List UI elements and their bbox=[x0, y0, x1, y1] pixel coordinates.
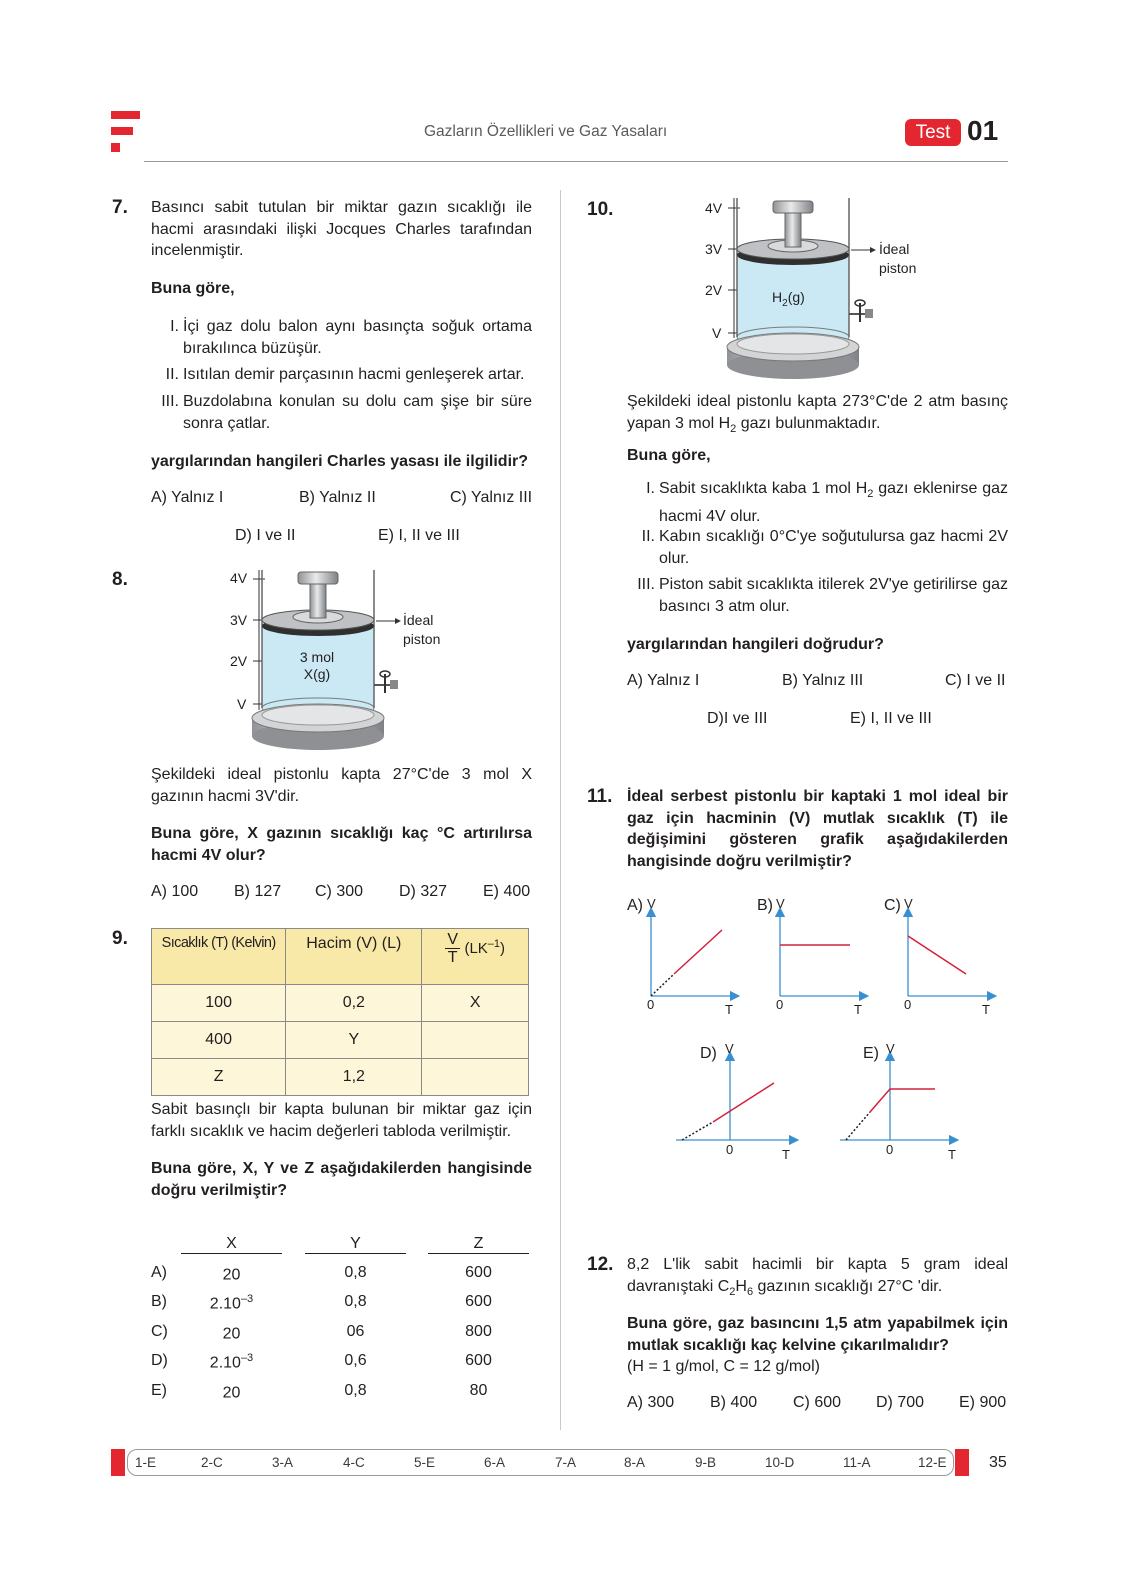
option-x: $2.10^{-3}$ bbox=[209, 1293, 254, 1313]
gas-label bbox=[287, 649, 347, 683]
gas-amount: 3 mol bbox=[299, 649, 335, 665]
question-8-option-a[interactable]: A) 100 bbox=[151, 883, 199, 900]
option-label: A) bbox=[151, 1264, 167, 1281]
question-8-option-b[interactable]: B) 127 bbox=[234, 883, 282, 900]
piston-label bbox=[403, 611, 440, 649]
graph-c[interactable] bbox=[908, 912, 992, 996]
test-label: Test bbox=[915, 122, 951, 143]
graph-a-origin: 0 bbox=[647, 997, 655, 1012]
question-8-option-c[interactable]: C) 300 bbox=[315, 883, 364, 900]
answer-header-y: Y bbox=[305, 1235, 406, 1254]
question-9-option-e[interactable] bbox=[151, 1382, 529, 1404]
footer-red-right bbox=[955, 1449, 969, 1476]
question-11-prompt: İdeal serbest pistonlu bir kaptaki 1 mol ideal bir gaz için hacminin (V) mutlak sıcaklık (T) ile değişimini gösteren grafik aşağıdakilerden hangisinde doğru verilmiştir? bbox=[627, 788, 1008, 870]
question-10-option-b[interactable]: B) Yalnız III bbox=[782, 672, 864, 689]
item-text: İçi gaz dolu balon aynı basınçta soğuk ortama bırakılınca büzüşür. bbox=[183, 318, 532, 357]
publisher-logo bbox=[111, 111, 141, 153]
question-9-text: Sabit basınçlı bir kapta bulunan bir miktar gaz için farklı sıcaklık ve hacim değerleri tabloda verilmiştir. bbox=[151, 1101, 532, 1140]
piston-label-line2: piston bbox=[879, 260, 917, 276]
page-number: 35 bbox=[989, 1454, 1007, 1471]
test-number: 01 bbox=[967, 115, 999, 146]
question-10-item-1 bbox=[627, 478, 1008, 527]
graph-d-t: T bbox=[782, 1147, 790, 1162]
graph-d-v: V bbox=[725, 1041, 734, 1056]
level-v: V bbox=[712, 325, 722, 341]
option-x: 20 bbox=[222, 1266, 241, 1284]
item-numeral: II. bbox=[165, 366, 179, 383]
test-badge bbox=[905, 119, 961, 146]
option-label: E) bbox=[151, 1382, 167, 1399]
graph-b[interactable] bbox=[780, 912, 864, 996]
level-4v: 4V bbox=[705, 200, 723, 216]
question-9-option-c[interactable] bbox=[151, 1323, 529, 1345]
answer-header-x: X bbox=[181, 1235, 282, 1254]
piston-label bbox=[879, 240, 916, 278]
graph-b-label[interactable]: B) bbox=[757, 897, 773, 914]
question-8-figure bbox=[225, 568, 465, 768]
table-cell bbox=[422, 1059, 529, 1096]
table-header-ratio bbox=[422, 929, 529, 985]
answer-key-1: 1-E bbox=[135, 1455, 157, 1470]
graph-a-t: T bbox=[725, 1002, 733, 1017]
table-cell: 100 bbox=[152, 985, 286, 1022]
question-7-item-2 bbox=[151, 364, 532, 386]
graph-a-v: V bbox=[647, 896, 656, 911]
question-10-option-d[interactable]: D)I ve III bbox=[707, 710, 768, 727]
level-v: V bbox=[237, 696, 247, 712]
question-12-note: (H = 1 g/mol, C = 12 g/mol) bbox=[627, 1358, 820, 1375]
item-numeral: III. bbox=[637, 576, 655, 593]
item-text: Sabit sıcaklıkta kaba 1 mol $H_2$ gazı eklenirse gaz hacmi 4V olur. bbox=[659, 480, 1009, 525]
answer-key-5: 5-E bbox=[414, 1455, 436, 1470]
answer-key-2: 2-C bbox=[201, 1455, 223, 1470]
question-7-option-a[interactable]: A) Yalnız I bbox=[151, 489, 224, 506]
question-8-option-e[interactable]: E) 400 bbox=[483, 883, 531, 900]
option-x: $2.10^{-3}$ bbox=[209, 1352, 254, 1372]
table-cell: 1,2 bbox=[286, 1059, 422, 1096]
graph-c-origin: 0 bbox=[904, 997, 912, 1012]
piston-label-line1: İdeal bbox=[403, 612, 434, 628]
question-12-option-c[interactable]: C) 600 bbox=[793, 1394, 842, 1411]
level-4v: 4V bbox=[230, 570, 248, 586]
answer-key-7: 7-A bbox=[555, 1455, 577, 1470]
question-10-prompt: yargılarından hangileri doğrudur? bbox=[627, 636, 884, 653]
graph-e[interactable] bbox=[840, 1056, 954, 1140]
graph-options bbox=[600, 890, 1020, 1190]
table-cell: X bbox=[422, 985, 529, 1022]
question-10-text: Şekildeki ideal pistonlu kapta 273°C'de 2 atm basınç yapan 3 mol $H_2$ gazı bulunmaktadır. bbox=[627, 393, 1008, 435]
option-z: 800 bbox=[465, 1323, 492, 1340]
option-label: B) bbox=[151, 1293, 167, 1310]
question-12-option-a[interactable]: A) 300 bbox=[627, 1394, 675, 1411]
question-7-option-b[interactable]: B) Yalnız II bbox=[299, 489, 376, 506]
item-numeral: II. bbox=[641, 528, 655, 545]
question-12-option-d[interactable]: D) 700 bbox=[876, 1394, 925, 1411]
ratio-numerator: V bbox=[447, 931, 458, 948]
graph-a[interactable] bbox=[651, 912, 735, 996]
graph-e-v: V bbox=[886, 1041, 895, 1056]
option-z: 80 bbox=[469, 1382, 488, 1399]
answer-key-12: 12-E bbox=[918, 1455, 947, 1470]
cylinder-piston-diagram bbox=[700, 196, 940, 396]
graph-e-origin: 0 bbox=[886, 1142, 894, 1157]
graph-d[interactable] bbox=[676, 1056, 794, 1140]
ratio-fraction bbox=[445, 931, 460, 966]
answer-key-9: 9-B bbox=[695, 1455, 717, 1470]
question-10-lead: Buna göre, bbox=[627, 447, 711, 464]
question-12-text: 8,2 L'lik sabit hacimli bir kapta 5 gram ideal davranıştaki $C_2H_6$ gazının sıcaklığı 27°C 'dir. bbox=[627, 1256, 1008, 1298]
question-9-prompt: Buna göre, X, Y ve Z aşağıdakilerden hangisinde doğru verilmiştir? bbox=[151, 1160, 532, 1199]
table-row bbox=[152, 1022, 529, 1059]
level-3v: 3V bbox=[705, 241, 723, 257]
table-row bbox=[152, 985, 529, 1022]
question-12-option-e[interactable]: E) 900 bbox=[959, 1394, 1007, 1411]
question-7-item-1 bbox=[151, 316, 532, 359]
piston-label-line2: piston bbox=[403, 631, 441, 647]
question-12-number: 12. bbox=[587, 1254, 614, 1275]
option-y: 0,8 bbox=[344, 1293, 367, 1310]
gas-formula: X(g) bbox=[303, 666, 331, 682]
ratio-denominator: T bbox=[447, 949, 458, 966]
graph-b-v: V bbox=[776, 896, 785, 911]
chapter-title: Gazların Özellikleri ve Gaz Yasaları bbox=[424, 123, 668, 140]
level-2v: 2V bbox=[230, 653, 248, 669]
question-7-text: Basıncı sabit tutulan bir miktar gazın sıcaklığı ile hacmi arasındaki ilişki Jocques Charles tarafından incelenmiştir. bbox=[151, 199, 532, 259]
question-10-item-3 bbox=[627, 574, 1008, 617]
question-12-prompt: Buna göre, gaz basıncını 1,5 atm yapabilmek için mutlak sıcaklığı kaç kelvine çıkarılmalıdır? bbox=[627, 1315, 1008, 1354]
question-7-option-e[interactable]: E) I, II ve III bbox=[378, 527, 460, 544]
option-z: 600 bbox=[465, 1264, 492, 1281]
item-numeral: I. bbox=[646, 480, 655, 497]
table-header-volume: Hacim (V) (L) bbox=[286, 929, 422, 985]
graph-a-label[interactable]: A) bbox=[627, 897, 643, 914]
ratio-unit: $(LK^{-1})$ bbox=[464, 937, 506, 957]
table-cell: 0,2 bbox=[286, 985, 422, 1022]
question-9-option-d[interactable] bbox=[151, 1352, 529, 1374]
question-7-option-d[interactable]: D) I ve II bbox=[235, 527, 296, 544]
graph-c-v: V bbox=[904, 896, 913, 911]
option-y: 0,8 bbox=[344, 1382, 367, 1399]
question-7-number: 7. bbox=[112, 197, 128, 218]
piston-label-line1: İdeal bbox=[879, 241, 910, 257]
question-10-item-2 bbox=[627, 526, 1008, 569]
answer-key-6: 6-A bbox=[484, 1455, 506, 1470]
option-label: C) bbox=[151, 1323, 168, 1340]
temperature-volume-table bbox=[151, 928, 529, 1096]
option-y: 0,8 bbox=[344, 1264, 367, 1281]
item-numeral: I. bbox=[170, 318, 179, 335]
option-y: 0,6 bbox=[344, 1352, 367, 1369]
table-cell: Z bbox=[152, 1059, 286, 1096]
option-x: 20 bbox=[222, 1325, 241, 1343]
question-8-number: 8. bbox=[112, 569, 128, 590]
graph-c-t: T bbox=[982, 1002, 990, 1017]
question-8-text: Şekildeki ideal pistonlu kapta 27°C'de 3 mol X gazının hacmi 3V'dir. bbox=[151, 766, 532, 805]
column-divider bbox=[560, 190, 561, 1430]
question-9-number: 9. bbox=[112, 928, 128, 949]
question-8-option-d[interactable]: D) 327 bbox=[399, 883, 448, 900]
graph-c-label[interactable]: C) bbox=[884, 897, 901, 914]
answer-key-8: 8-A bbox=[624, 1455, 646, 1470]
option-label: D) bbox=[151, 1352, 168, 1369]
question-7-lead: Buna göre, bbox=[151, 280, 235, 297]
table-cell bbox=[422, 1022, 529, 1059]
option-z: 600 bbox=[465, 1293, 492, 1310]
question-8-prompt: Buna göre, X gazının sıcaklığı kaç °C artırılırsa hacmi 4V olur? bbox=[151, 825, 532, 864]
question-7-item-3 bbox=[151, 391, 532, 434]
question-10-number: 10. bbox=[587, 199, 614, 220]
answer-header-z: Z bbox=[428, 1235, 529, 1254]
question-10-option-e[interactable]: E) I, II ve III bbox=[850, 710, 932, 727]
level-3v: 3V bbox=[230, 612, 248, 628]
header-rule bbox=[144, 161, 1008, 162]
table-cell: 400 bbox=[152, 1022, 286, 1059]
footer-red-left bbox=[111, 1449, 125, 1476]
level-2v: 2V bbox=[705, 282, 723, 298]
item-text: Kabın sıcaklığı 0°C'ye soğutulursa gaz hacmi 2V olur. bbox=[659, 528, 1008, 567]
question-9-option-b[interactable] bbox=[151, 1293, 529, 1315]
table-cell: Y bbox=[286, 1022, 422, 1059]
question-12-option-b[interactable]: B) 400 bbox=[710, 1394, 758, 1411]
graph-d-origin: 0 bbox=[726, 1142, 734, 1157]
option-z: 600 bbox=[465, 1352, 492, 1369]
question-10-option-c[interactable]: C) I ve II bbox=[945, 672, 1006, 689]
gas-label: $H_2(g)$ bbox=[772, 289, 805, 309]
answer-key-10: 10-D bbox=[765, 1455, 795, 1470]
table-header-temperature: Sıcaklık (T) (Kelvin) bbox=[152, 929, 286, 985]
graph-e-t: T bbox=[948, 1147, 956, 1162]
graph-b-t: T bbox=[854, 1002, 862, 1017]
question-9-option-a[interactable] bbox=[151, 1264, 529, 1286]
option-y: 06 bbox=[346, 1323, 365, 1340]
question-10-option-a[interactable]: A) Yalnız I bbox=[627, 672, 700, 689]
table-row bbox=[152, 1059, 529, 1096]
option-x: 20 bbox=[222, 1384, 241, 1402]
item-text: Buzdolabına konulan su dolu cam şişe bir süre sonra çatlar. bbox=[183, 393, 532, 432]
question-11-number: 11. bbox=[587, 786, 613, 807]
answer-key-3: 3-A bbox=[272, 1455, 294, 1470]
answer-key-4: 4-C bbox=[343, 1455, 365, 1470]
graph-d-label[interactable]: D) bbox=[700, 1045, 717, 1062]
answer-key-bar bbox=[127, 1449, 954, 1476]
graph-e-label[interactable]: E) bbox=[863, 1045, 879, 1062]
item-text: Piston sabit sıcaklıkta itilerek 2V'ye getirilirse gaz basıncı 3 atm olur. bbox=[659, 576, 1008, 615]
item-numeral: III. bbox=[161, 393, 179, 410]
question-7-option-c[interactable]: C) Yalnız III bbox=[450, 489, 533, 506]
table-header-row bbox=[152, 929, 529, 985]
item-text: Isıtılan demir parçasının hacmi genleşerek artar. bbox=[183, 366, 525, 383]
answer-key-11: 11-A bbox=[843, 1455, 871, 1470]
question-7-prompt: yargılarından hangileri Charles yasası ile ilgilidir? bbox=[151, 453, 529, 470]
question-10-figure bbox=[700, 196, 940, 396]
graph-b-origin: 0 bbox=[776, 997, 784, 1012]
